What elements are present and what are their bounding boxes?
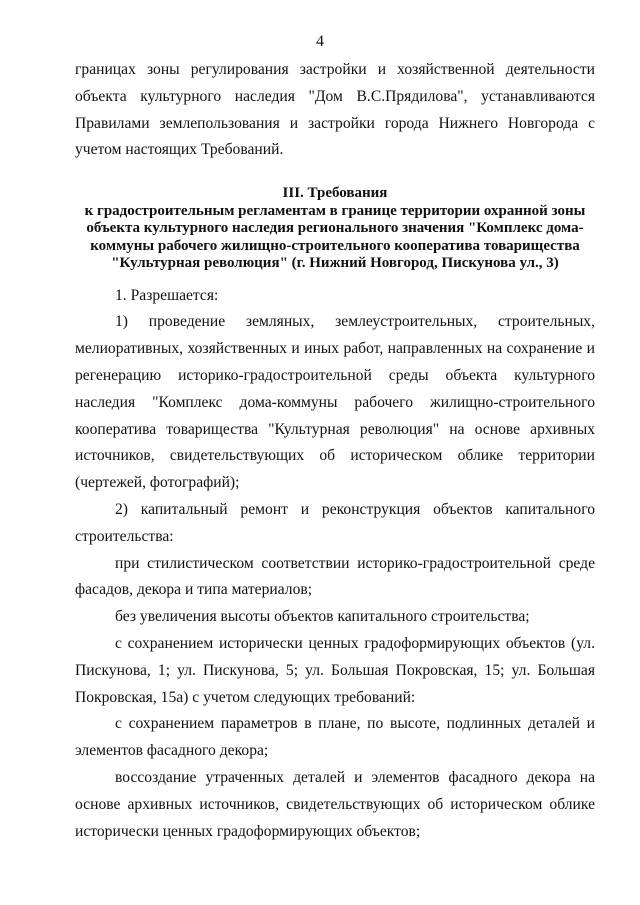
page-content <box>75 57 595 845</box>
section-title: III. Требования <box>282 185 388 202</box>
paragraph-item-1: 1) проведение земляных, землеустроительных, строительных, мелиоративных, хозяйственных и иных работ, направленных на сохранение и регенерацию историко-градостроительной среды объекта культурного наследия "Комплекс дома-коммуны рабочего жилищно-строительного кооператива товарищества "Культурная революция" на основе архивных источников, свидетельствующих об историческом облике территории (чертежей, фотографий); <box>75 313 595 492</box>
page-number: 4 <box>316 33 324 50</box>
section-subtitle: к градостроительным регламентам в границе территории охранной зоны объекта культурного наследия регионального значения "Комплекс дома-коммуны рабочего жилищно-строительного кооператива товарищества "Культурная революция" (г. Нижний Новгород, Пискунова ул., 3) <box>84 202 586 272</box>
paragraph-preserve-parameters: с сохранением параметров в плане, по высоте, подлинных деталей и элементов фасадного декора; <box>75 715 595 760</box>
paragraph-height-condition: без увеличения высоты объектов капитального строительства; <box>115 608 530 626</box>
paragraph-style-condition: при стилистическом соответствии историко-градостроительной среде фасадов, декора и типа материалов; <box>75 554 595 599</box>
paragraph-restore-details: воссоздание утраченных деталей и элементов фасадного декора на основе архивных источников, свидетельствующих об историческом облике исторически ценных градоформирующих объектов; <box>75 769 595 840</box>
paragraph-permitted: 1. Разрешается: <box>115 286 219 304</box>
intro-paragraph: границах зоны регулирования застройки и хозяйственной деятельности объекта культурного наследия "Дом В.С.Прядилова", устанавливаются Правилами землепользования и застройки города Нижнего Новгорода с учетом настоящих Требований. <box>75 61 595 159</box>
paragraph-valuable-objects: с сохранением исторически ценных градоформирующих объектов (ул. Пискунова, 1; ул. Пискунова, 5; ул. Большая Покровская, 15; ул. Большая Покровская, 15а) с учетом следующих требований: <box>75 635 595 706</box>
section-heading <box>75 185 595 273</box>
paragraph-item-2: 2) капитальный ремонт и реконструкция объектов капитального строительства: <box>75 501 595 545</box>
